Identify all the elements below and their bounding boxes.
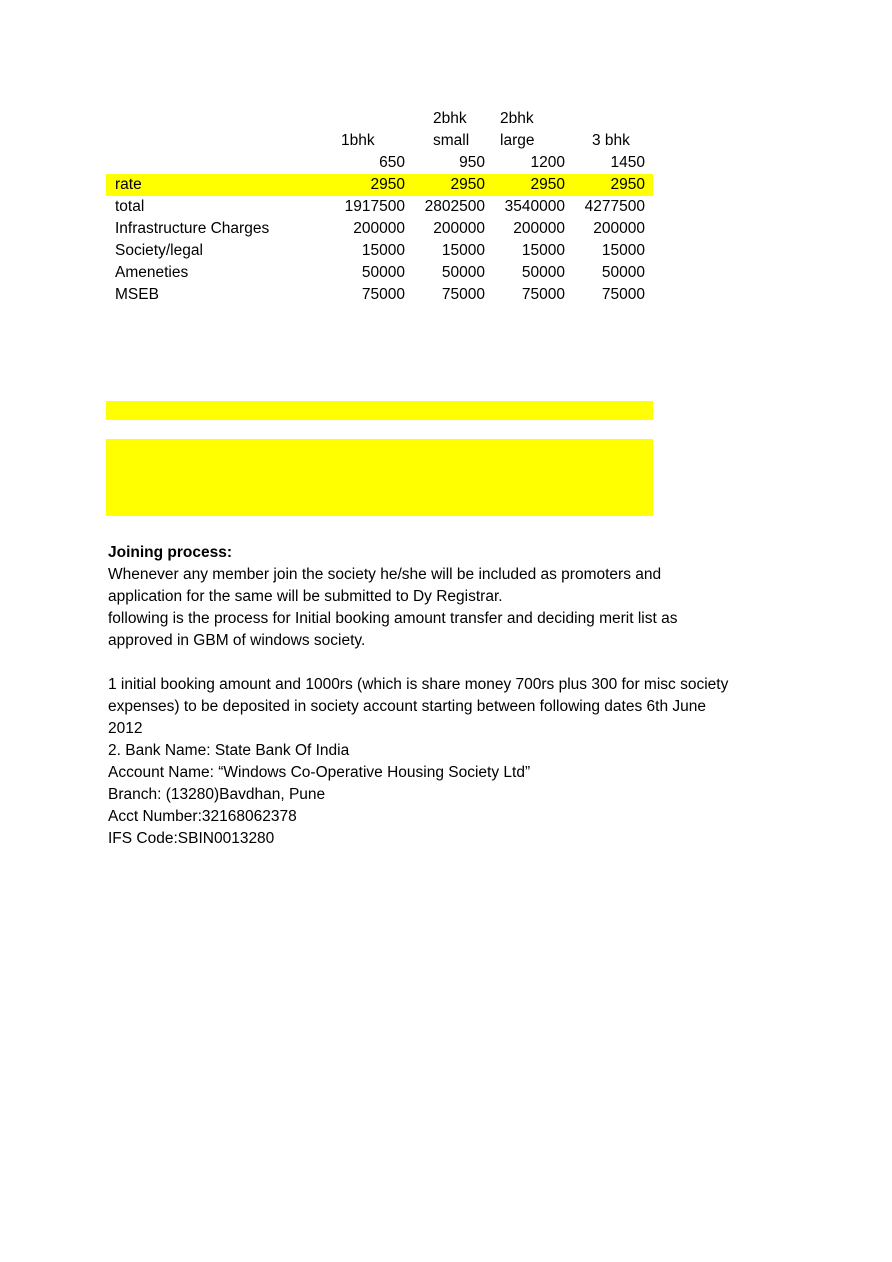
table-cell: 4277500 <box>584 198 645 215</box>
table-cell: 200000 <box>353 220 405 237</box>
table-cell: 75000 <box>601 286 645 303</box>
table-cell: 1917500 <box>344 198 405 215</box>
table-cell: 2950 <box>450 176 485 193</box>
step-line: expenses) to be deposited in society account starting between following dates 6th June <box>108 698 706 715</box>
area-cell: 1200 <box>530 154 565 171</box>
header-cell: 2bhk <box>433 110 467 127</box>
header-cell-1bhk: 1bhk <box>341 132 375 149</box>
area-cell: 650 <box>379 154 405 171</box>
header-cell-2bhk-large: large <box>500 132 535 149</box>
header-cell: 2bhk <box>500 110 534 127</box>
table-cell: 3540000 <box>504 198 565 215</box>
pricing-table <box>106 108 653 306</box>
header-cell-2bhk-small: small <box>433 132 470 149</box>
table-cell: 75000 <box>361 286 405 303</box>
table-cell: 15000 <box>441 242 485 259</box>
table-cell: 50000 <box>521 264 565 281</box>
table-cell: 15000 <box>521 242 565 259</box>
table-row-mseb <box>106 284 653 306</box>
step-line: 1 initial booking amount and 1000rs (which is share money 700rs plus 300 for misc society <box>108 676 729 693</box>
step-line: 2012 <box>108 720 143 737</box>
table-cell: 2950 <box>610 176 645 193</box>
table-row-rate <box>106 174 653 196</box>
row-label: Infrastructure Charges <box>115 220 270 237</box>
row-label: MSEB <box>115 286 159 303</box>
table-cell: 2950 <box>530 176 565 193</box>
table-cell: 200000 <box>513 220 565 237</box>
ifs-code: IFS Code:SBIN0013280 <box>108 830 275 847</box>
highlight-band <box>106 401 653 420</box>
table-row-total <box>106 196 653 218</box>
joining-process-section <box>108 542 798 850</box>
area-cell: 1450 <box>610 154 645 171</box>
table-cell: 50000 <box>441 264 485 281</box>
paragraph-line: Whenever any member join the society he/she will be included as promoters and <box>108 566 662 583</box>
area-cell: 950 <box>459 154 485 171</box>
bank-name: 2. Bank Name: State Bank Of India <box>108 742 350 759</box>
table-cell: 2802500 <box>424 198 485 215</box>
table-cell: 50000 <box>361 264 405 281</box>
row-label: total <box>115 198 145 215</box>
blank-line <box>108 652 798 674</box>
section-heading: Joining process: <box>108 544 233 561</box>
table-cell: 200000 <box>433 220 485 237</box>
row-label: Society/legal <box>115 242 203 259</box>
table-row-ameneties <box>106 262 653 284</box>
account-number: Acct Number:32168062378 <box>108 808 297 825</box>
table-cell: 75000 <box>441 286 485 303</box>
account-name: Account Name: “Windows Co-Operative Housing Society Ltd” <box>108 764 531 781</box>
branch: Branch: (13280)Bavdhan, Pune <box>108 786 326 803</box>
highlight-block <box>106 439 653 516</box>
table-cell: 15000 <box>601 242 645 259</box>
paragraph-line: application for the same will be submitted to Dy Registrar. <box>108 588 503 605</box>
paragraph-line: approved in GBM of windows society. <box>108 632 366 649</box>
row-label: rate <box>115 176 142 193</box>
table-cell: 50000 <box>601 264 645 281</box>
table-row-infrastructure <box>106 218 653 240</box>
table-row-society-legal <box>106 240 653 262</box>
paragraph-line: following is the process for Initial booking amount transfer and deciding merit list as <box>108 610 678 627</box>
table-cell: 2950 <box>370 176 405 193</box>
table-cell: 15000 <box>361 242 405 259</box>
table-header-row-2 <box>106 130 653 152</box>
table-cell: 200000 <box>593 220 645 237</box>
table-area-row <box>106 152 653 174</box>
header-cell-3bhk: 3 bhk <box>592 132 630 149</box>
table-header-row-1 <box>106 108 653 130</box>
row-label: Ameneties <box>115 264 189 281</box>
table-cell: 75000 <box>521 286 565 303</box>
